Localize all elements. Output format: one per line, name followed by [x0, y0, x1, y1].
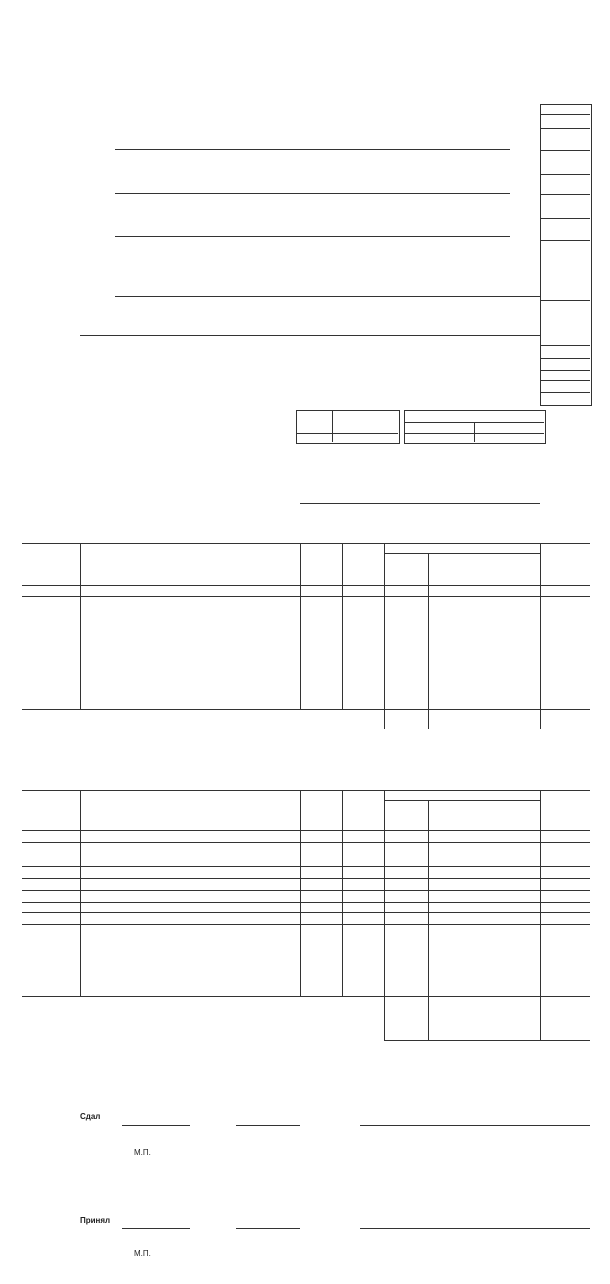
period-box — [404, 410, 546, 444]
act-number-box — [296, 410, 400, 444]
prinyal-label: Принял — [80, 1216, 111, 1225]
stamp-prinyal: М.П. — [134, 1249, 151, 1258]
sdal-label: Сдал — [80, 1112, 101, 1121]
stamp-sdal: М.П. — [134, 1148, 151, 1157]
